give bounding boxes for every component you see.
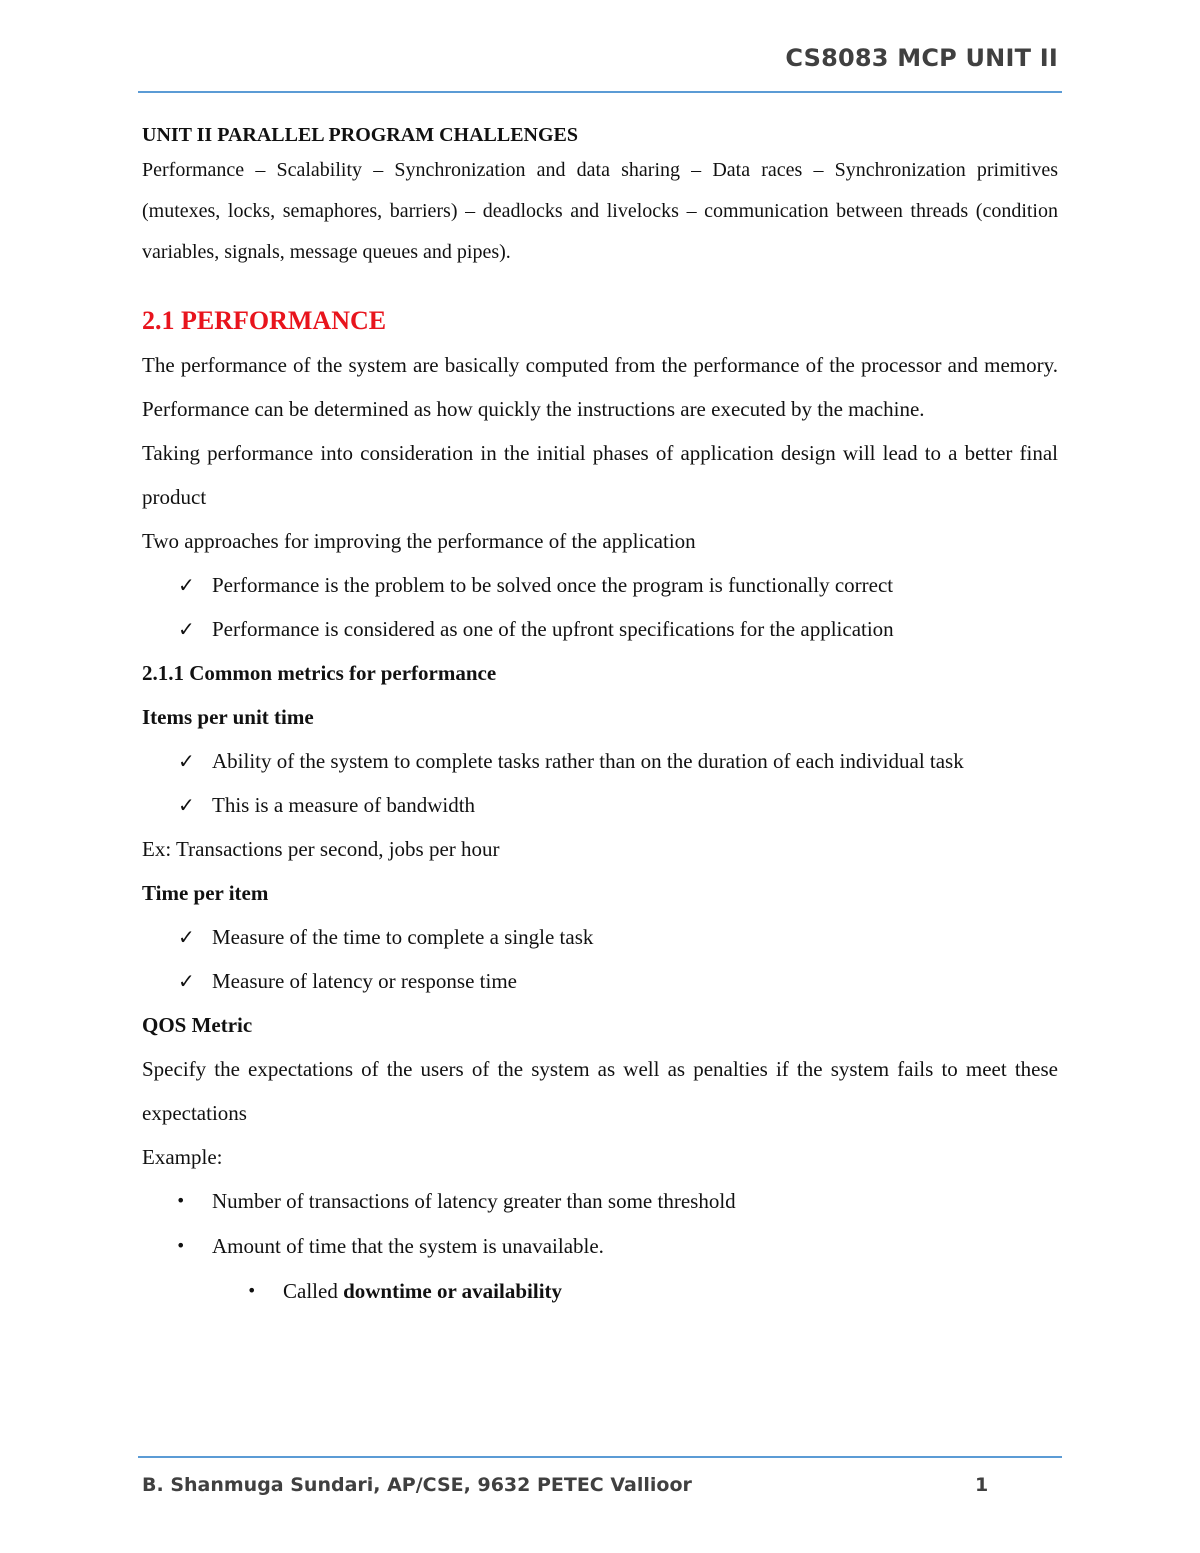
checkmark-icon: ✓ xyxy=(178,793,195,817)
footer-rule xyxy=(138,1456,1062,1458)
list-item-text: This is a measure of bandwidth xyxy=(212,793,476,817)
section-heading: 2.1 PERFORMANCE xyxy=(142,306,387,335)
list-item-text: Measure of latency or response time xyxy=(212,969,517,993)
bullet-icon: • xyxy=(176,1236,186,1255)
list-item-text: Performance is considered as one of the upfront specifications for the application xyxy=(212,617,894,641)
page-content xyxy=(142,120,1058,1314)
performance-paragraph-1: The performance of the system are basically computed from the performance of the processor and memory. Performance can be determined as how quickly the instructions are executed by the machine. xyxy=(142,353,1058,421)
subsection-heading: 2.1.1 Common metrics for performance xyxy=(142,661,497,685)
list-item xyxy=(142,607,1058,651)
list-item-text: Ability of the system to complete tasks rather than on the duration of each individual task xyxy=(212,749,964,773)
unit-syllabus: Performance – Scalability – Synchronization and data sharing – Data races – Synchronization primitives (mutexes, locks, semaphores, barriers) – deadlocks and livelocks – communication between threads (condition variables, signals, message queues and pipes). xyxy=(142,159,1058,263)
qos-example-label: Example: xyxy=(142,1145,223,1169)
list-item xyxy=(142,783,1058,827)
checkmark-icon: ✓ xyxy=(178,749,195,773)
unit-title: UNIT II PARALLEL PROGRAM CHALLENGES xyxy=(142,124,578,146)
time-per-item-heading: Time per item xyxy=(142,881,269,905)
list-item-text: Performance is the problem to be solved once the program is functionally correct xyxy=(212,573,894,597)
qos-heading: QOS Metric xyxy=(142,1013,253,1037)
checkmark-icon: ✓ xyxy=(178,617,195,641)
checkmark-icon: ✓ xyxy=(178,969,195,993)
list-item-text: Number of transactions of latency greater than some threshold xyxy=(212,1189,736,1213)
list-item xyxy=(142,563,1058,607)
list-item-text: Amount of time that the system is unavailable. xyxy=(212,1234,604,1258)
bullet-icon: • xyxy=(176,1191,186,1210)
bullet-icon: • xyxy=(247,1281,257,1300)
list-item xyxy=(142,915,1058,959)
performance-paragraph-3: Two approaches for improving the performance of the application xyxy=(142,529,696,553)
qos-description: Specify the expectations of the users of the system as well as penalties if the system fails to meet these expectations xyxy=(142,1057,1058,1125)
time-per-item-list xyxy=(142,915,1058,1003)
items-per-unit-time-list xyxy=(142,739,1058,827)
list-item xyxy=(142,1269,1058,1314)
list-item xyxy=(142,959,1058,1003)
page-header-title: CS8083 MCP UNIT II xyxy=(785,44,1058,72)
performance-paragraph-2: Taking performance into consideration in the initial phases of application design will lead to a better final product xyxy=(142,441,1058,509)
list-item-text-bold: downtime or availability xyxy=(343,1279,563,1303)
header-rule xyxy=(138,91,1062,93)
checkmark-icon: ✓ xyxy=(178,573,195,597)
list-item-text-prefix: Called xyxy=(283,1279,344,1303)
list-item-text: Measure of the time to complete a single task xyxy=(212,925,594,949)
approaches-list xyxy=(142,563,1058,651)
list-item xyxy=(142,739,1058,783)
list-item xyxy=(142,1179,1058,1224)
checkmark-icon: ✓ xyxy=(178,925,195,949)
list-item xyxy=(142,1224,1058,1269)
footer-author: B. Shanmuga Sundari, AP/CSE, 9632 PETEC Vallioor xyxy=(142,1474,692,1496)
items-per-unit-time-example: Ex: Transactions per second, jobs per hour xyxy=(142,837,500,861)
qos-bullet-list xyxy=(142,1179,1058,1314)
page-number: 1 xyxy=(975,1474,989,1496)
items-per-unit-time-heading: Items per unit time xyxy=(142,705,314,729)
